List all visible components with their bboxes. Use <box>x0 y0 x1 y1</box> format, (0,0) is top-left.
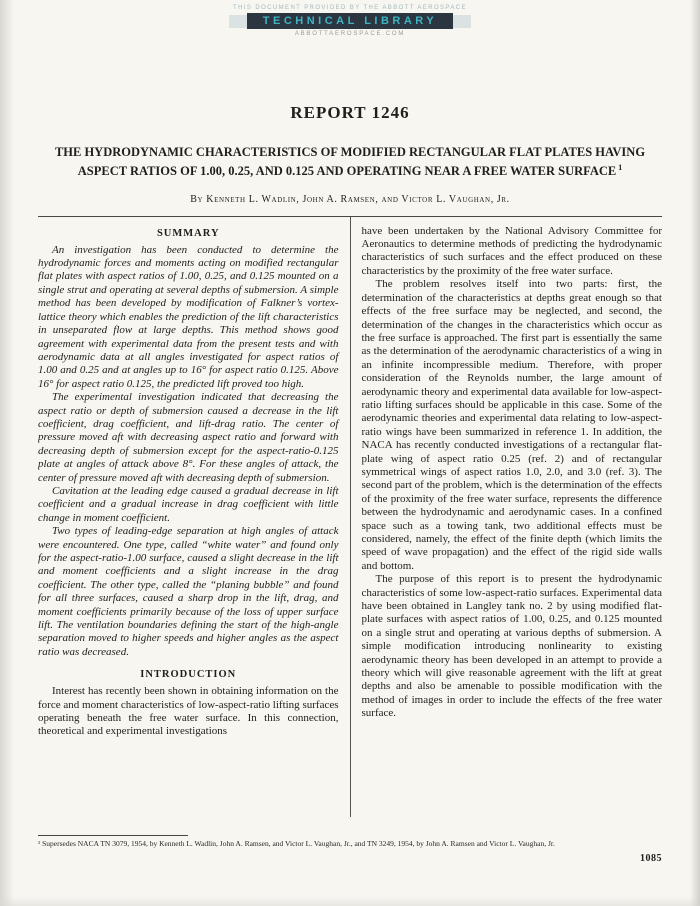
library-stamp <box>38 0 662 37</box>
stamp-website-text: ABBOTTAEROSPACE.COM <box>294 31 406 37</box>
page-number: 1085 <box>640 853 662 864</box>
body-paragraph-2: The problem resolves itself into two parts: first, the determination of the characteristics at depths great enough so that effects of the free surface may be neglected, and second, the determination of the changes in the characteristics which occur as the free surface is approached. The first part is essentially the same as the determination of the aerodynamic characteristics of a wing in an infinite incompressible medium. Therefore, with proper consideration of the Reynolds number, the large amount of aerodynamic theory and experimental data available for low-aspect-ratio lifting surfaces should be applicable in this case. Some of the aerodynamic theories and experimental data relating to low-aspect-ratio wings have been summarized in reference 1. In addition, the NACA has recently conducted investigations of a rectangular flat-plate wing of aspect ratio 0.25 (ref. 2) and of rectangular symmetrical wings of aspect ratios 1.0, 2.0, and 3.0 (ref. 3). The second part of the problem, which is the determination of the effects of the proximity of the free water surface, represents the difference between the hydrodynamic and aerodynamic cases. In a confined space such as a towing tank, two additional effects must be considered, namely, the effect of the finite depth (which limits the speed of wave propagation) and the effect of the rigid side walls and bottom. <box>361 278 662 572</box>
left-column <box>38 217 350 817</box>
summary-heading: SUMMARY <box>156 227 220 239</box>
title-footnote-marker: 1 <box>618 162 623 172</box>
introduction-paragraph-1: Interest has recently been shown in obtaining information on the force and moment characteristics of low-aspect-ratio lifting surfaces operating beneath the free water surface. In this connection, theoretical and experimental investigations <box>38 685 339 738</box>
body-paragraph-3: The purpose of this report is to present the hydrodynamic characteristics of some low-aspect-ratio surfaces. Experimental data have been obtained in Langley tank no. 2 by using modified flat-plate surfaces with aspect ratios of 1.00, 0.25, and 0.125 mounted on a single strut and operating at various depths of submersion. A simple modification introducing nonlinearity to existing aerodynamic theory has been developed in an attempt to provide a theory which will give reasonable agreement with the lift at great depths and also be amenable to possible modification with the method of images in order to include the effects of the free water surface. <box>361 573 662 720</box>
two-column-body <box>38 217 662 817</box>
summary-paragraph-3: Cavitation at the leading edge caused a gradual decrease in lift coefficient and a gradual increase in drag coefficient with little change in moment coefficient. <box>38 484 339 524</box>
body-paragraph-continuation: have been undertaken by the National Advisory Committee for Aeronautics to determine methods of predicting the hydrodynamic characteristics of such surfaces and the effect produced on these characteristics by the proximity of the free water surface. <box>361 224 662 277</box>
stamp-provided-by-text: THIS DOCUMENT PROVIDED BY THE ABBOTT AEROSPACE <box>233 5 467 11</box>
stamp-right-bracket-icon <box>453 15 471 28</box>
stamp-left-bracket-icon <box>229 15 247 28</box>
right-column <box>351 217 663 817</box>
stamp-library-banner <box>38 13 662 29</box>
page-footer <box>38 835 662 865</box>
stamp-library-name: TECHNICAL LIBRARY <box>247 13 453 29</box>
paper-title-text: THE HYDRODYNAMIC CHARACTERISTICS OF MODIFIED RECTANGULAR FLAT PLATES HAVING ASPECT RATIOS OF 1.00, 0.25, AND 0.125 AND OPERATING NEAR A FREE WATER SURFACE <box>54 145 646 178</box>
summary-paragraph-2: The experimental investigation indicated that decreasing the aspect ratio or depth of submersion caused a decrease in the lift coefficient, drag coefficient, and lift-drag ratio. The center of pressure moved aft with decreasing aspect ratio and forward with decreasing depth of submersion except for the aspect-ratio-0.125 plate at angles of attack above 8°. For these angles of attack, the center of pressure moved aft with decreasing depth of submersion. <box>38 391 339 484</box>
footnote-text: ¹ Supersedes NACA TN 3079, 1954, by Kenneth L. Wadlin, John A. Ramsen, and Victor L. Vaughan, Jr., and TN 3249, 1954, by John A. Ramsen and Victor L. Vaughan, Jr. <box>38 838 555 848</box>
introduction-heading: INTRODUCTION <box>140 669 237 681</box>
footnote-rule <box>38 835 188 836</box>
summary-paragraph-4: Two types of leading-edge separation at high angles of attack were encountered. One type, called “white water” and found only for the aspect-ratio-1.00 surface, caused a slight decrease in the lift and moment coefficients and a slight increase in the drag coefficient. The other type, called the “planing bubble” and found for all three surfaces, caused a sharp drop in the lift, drag, and moment coefficients primarily because of the loss of upper surface lift. The ventilation boundaries defining the start of the high-angle separation moved to higher speeds and higher angles as the aspect ratio was decreased. <box>38 525 339 658</box>
paper-title <box>38 143 662 181</box>
summary-paragraph-1: An investigation has been conducted to determine the hydrodynamic forces and moments acting on modified rectangular flat plates with aspect ratios of 1.00, 0.25, and 0.125 mounted on a single strut and operating at several depths of submersion. A simple method has been developed by modification of Falkner’s vortex-lattice theory which enables the prediction of the lift characteristics in unseparated flow at large depths. This method shows good agreement with experimental data from the present tests and with aerodynamic data at all angles investigated for aspect ratios of 1.00 and 0.25 and at angles up to 16° for aspect ratio 0.125. Above 16° for aspect ratio 0.125, the predicted lift proved too high. <box>38 243 339 390</box>
report-number: REPORT 1246 <box>290 103 410 122</box>
byline: By Kenneth L. Wadlin, John A. Ramsen, and Victor L. Vaughan, Jr. <box>190 193 510 205</box>
